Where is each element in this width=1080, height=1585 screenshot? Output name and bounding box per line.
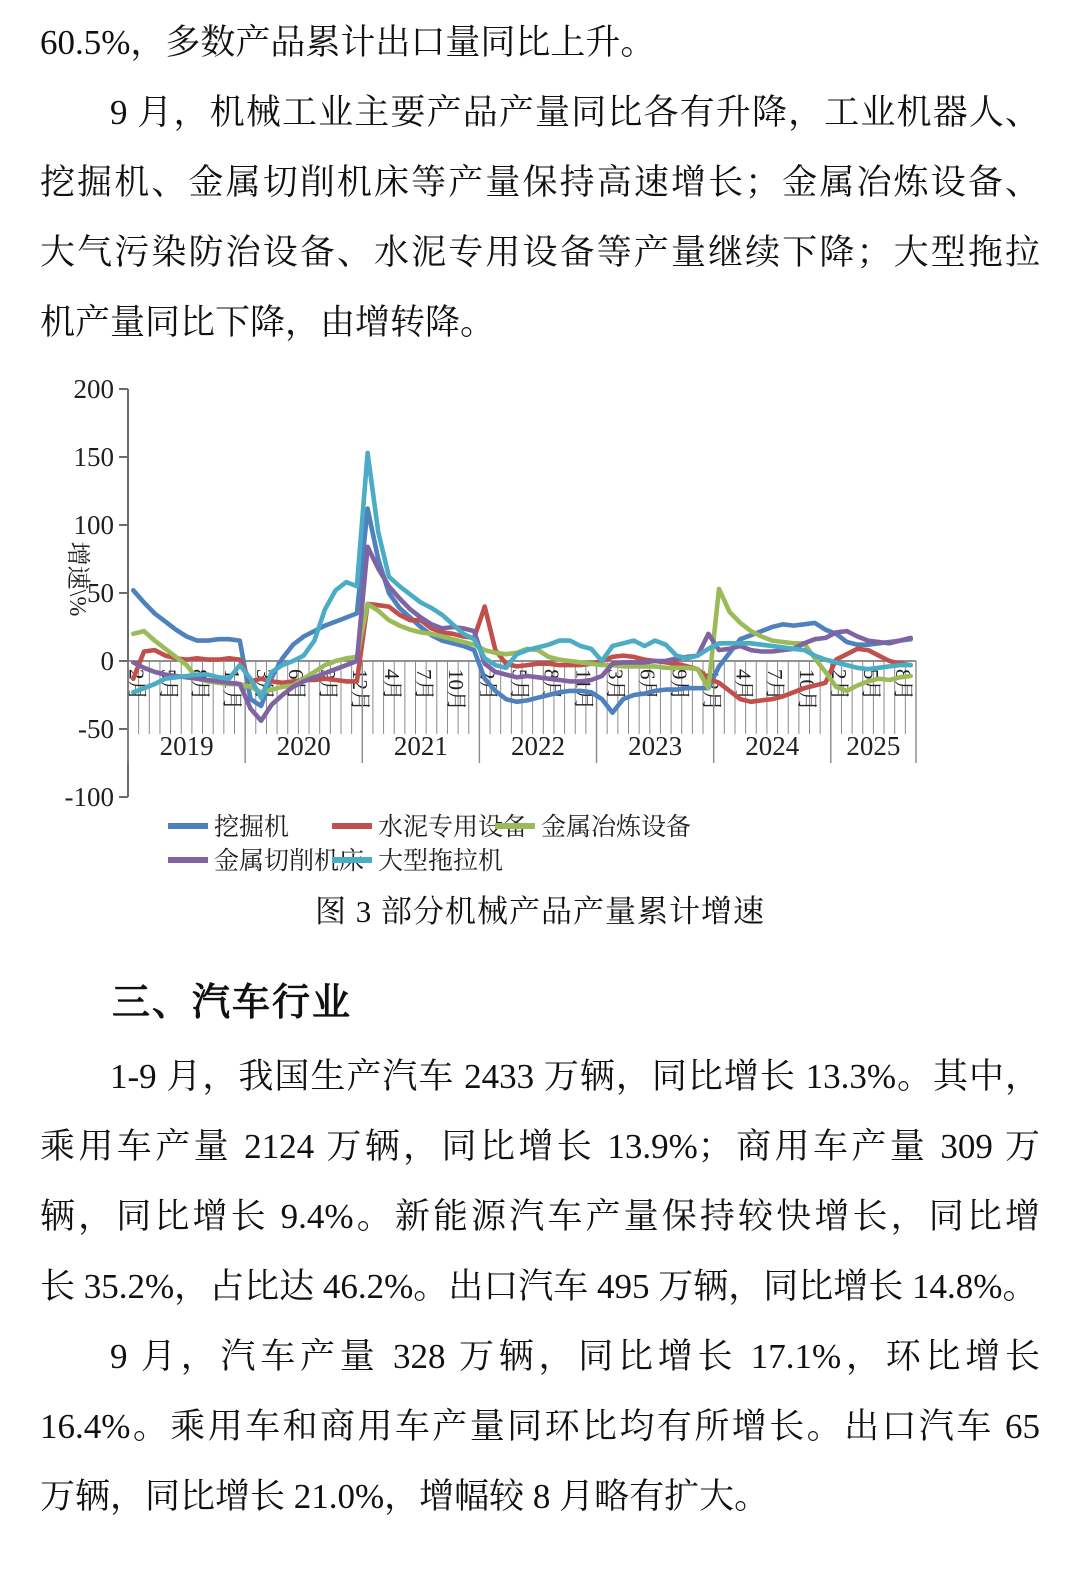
- year-label: 2025: [846, 731, 901, 761]
- y-tick-label: 200: [73, 374, 114, 404]
- year-label: 2023: [628, 731, 683, 761]
- x-tick-label: 7月: [411, 669, 436, 701]
- x-tick-label: 4月: [379, 669, 404, 701]
- paragraph-line: 万辆，同比增长 21.0%，增幅较 8 月略有扩大。: [40, 1477, 770, 1516]
- y-tick-label: 50: [87, 578, 114, 608]
- x-tick-label: 5月: [859, 669, 884, 701]
- paragraph-line: 辆，同比增长 9.4%。新能源汽车产量保持较快增长，同比增: [40, 1197, 1040, 1236]
- x-tick-label: 11月: [571, 669, 596, 711]
- year-label: 2024: [745, 731, 800, 761]
- y-tick-label: -50: [78, 714, 114, 744]
- paragraph-line: 挖掘机、金属切削机床等产量保持高速增长；金属冶炼设备、: [40, 163, 1040, 202]
- paragraph-auto-september: [40, 1322, 1040, 1532]
- figure-machinery-growth-chart: [40, 364, 1040, 942]
- paragraph-auto-cumulative: [40, 1042, 1040, 1322]
- paragraph-line: 1-9 月，我国生产汽车 2433 万辆，同比增长 13.3%。其中，: [110, 1057, 1040, 1096]
- year-label: 2020: [276, 731, 331, 761]
- line-chart: [40, 364, 1040, 942]
- x-tick-label: 3月: [603, 669, 628, 701]
- x-tick-label: 9月: [316, 669, 340, 701]
- x-tick-label: 10月: [443, 669, 468, 711]
- x-tick-label: 8月: [891, 669, 916, 701]
- x-tick-label: 3月: [252, 669, 277, 701]
- figure-caption: 图 3 部分机械产品产量累计增速: [315, 894, 765, 929]
- x-tick-label: 6月: [284, 669, 309, 701]
- paragraph-line: 9 月，机械工业主要产品产量同比各有升降，工业机器人、: [110, 93, 1040, 132]
- y-tick-label: 0: [100, 646, 114, 676]
- legend-label-3: 金属切削机床: [214, 848, 365, 875]
- x-tick-label: 5月: [507, 669, 532, 701]
- paragraph-machinery-september: [40, 78, 1040, 358]
- x-tick-label: 8月: [188, 669, 213, 701]
- x-tick-label: 7月: [763, 669, 788, 701]
- x-tick-label: 8月: [539, 669, 564, 701]
- year-label: 2021: [393, 731, 448, 761]
- x-tick-label: 12月: [699, 669, 724, 711]
- paragraph-machinery-intro: [40, 8, 1040, 78]
- x-tick-label: 11月: [220, 669, 245, 711]
- section-heading-auto-industry: 三、汽车行业: [112, 982, 353, 1024]
- paragraph-line: 乘用车产量 2124 万辆，同比增长 13.9%；商用车产量 309 万: [40, 1127, 1040, 1166]
- x-tick-label: 2月: [124, 669, 149, 701]
- legend-label-4: 大型拖拉机: [378, 848, 504, 875]
- y-axis-title: 增速\%: [64, 541, 90, 617]
- y-tick-label: 100: [73, 510, 114, 540]
- paragraph-line: 9 月，汽车产量 328 万辆，同比增长 17.1%，环比增长: [110, 1337, 1040, 1376]
- paragraph-line: 长 35.2%，占比达 46.2%。出口汽车 495 万辆，同比增长 14.8%。: [40, 1267, 1038, 1306]
- x-tick-label: 6月: [635, 669, 660, 701]
- x-tick-label: 2月: [827, 669, 852, 701]
- y-tick-label: 150: [73, 442, 114, 472]
- paragraph-line: 16.4%。乘用车和商用车产量同环比均有所增长。出口汽车 65: [40, 1407, 1040, 1446]
- y-tick-label: -100: [64, 782, 114, 812]
- x-tick-label: 12月: [347, 669, 372, 711]
- x-tick-label: 4月: [731, 669, 756, 701]
- x-tick-label: 2月: [475, 669, 500, 701]
- paragraph-line: 60.5%，多数产品累计出口量同比上升。: [40, 23, 656, 62]
- legend-label-1: 水泥专用设备: [378, 814, 529, 841]
- x-tick-label: 9月: [667, 669, 692, 701]
- legend-label-0: 挖掘机: [214, 814, 290, 841]
- x-tick-label: 10月: [795, 669, 820, 711]
- paragraph-line: 机产量同比下降，由增转降。: [40, 303, 496, 342]
- year-label: 2019: [159, 731, 214, 761]
- year-label: 2022: [510, 731, 565, 761]
- paragraph-line: 大气污染防治设备、水泥专用设备等产量继续下降；大型拖拉: [40, 233, 1040, 272]
- x-tick-label: 5月: [156, 669, 181, 701]
- legend-label-2: 金属冶炼设备: [541, 814, 692, 841]
